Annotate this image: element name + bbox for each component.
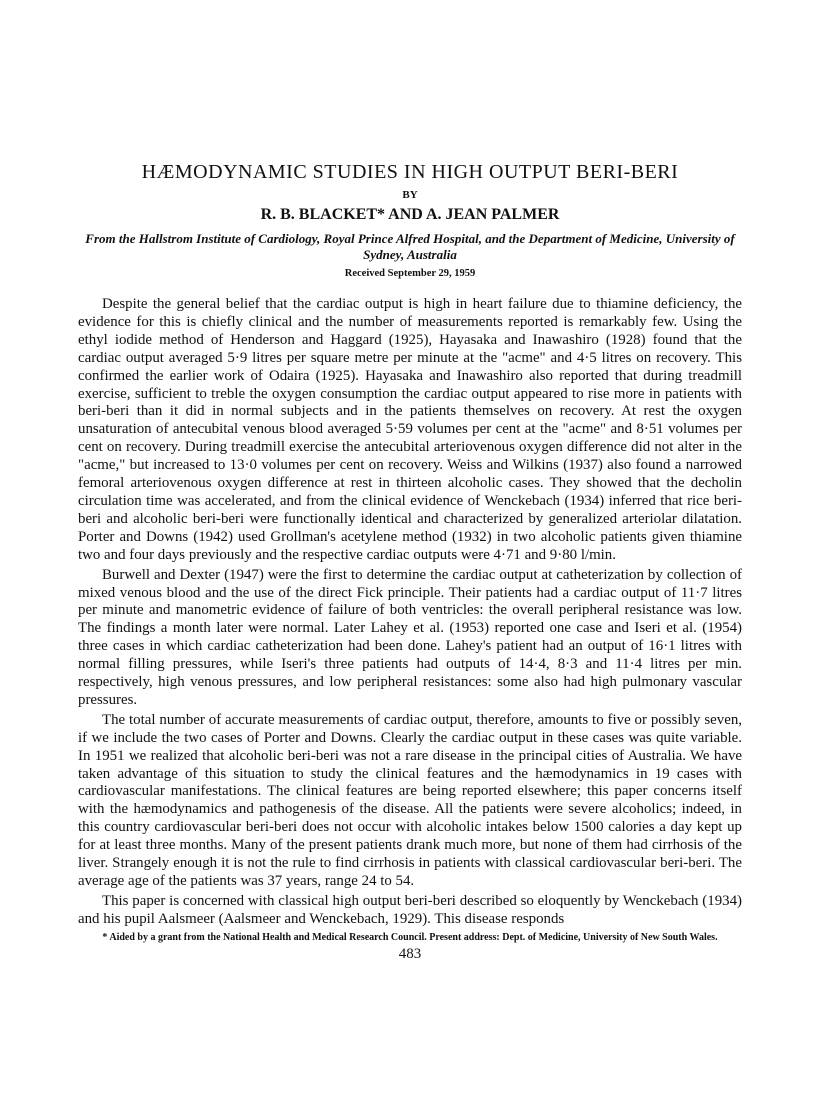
footnote: * Aided by a grant from the National Health and Medical Research Council. Present address: Dept. of Medicine, University of New South Wales. bbox=[102, 931, 718, 943]
body-paragraph: The total number of accurate measurements of cardiac output, therefore, amounts to five or possibly seven, if we include the two cases of Porter and Downs. Clearly the cardiac output in these cases was quite variable. In 1951 we realized that alcoholic beri-beri was not a rare disease in the principal cities of Australia. We have taken advantage of this situation to study the clinical features and the hæmodynamics in 19 cases with cardiovascular manifestations. The clinical features are being reported elsewhere; this paper concerns itself with the hæmodynamics and pathogenesis of the disease. All the patients were severe alcoholics; indeed, in this country cardiovascular beri-beri does not occur with alcoholic intakes below 1500 calories a day kept up for at least three months. Many of the present patients drank much more, but none of them had cirrhosis of the liver. Strangely enough it is not the rule to find cirrhosis in patients with classical cardiovascular beri-beri. The average age of the patients was 37 years, range 24 to 54. bbox=[78, 711, 742, 889]
article-page bbox=[78, 160, 742, 963]
article-body bbox=[78, 296, 742, 929]
received-date: Received September 29, 1959 bbox=[344, 268, 476, 279]
body-paragraph: This paper is concerned with classical high output beri-beri described so eloquently by Wenckebach (1934) and his pupil Aalsmeer (Aalsmeer and Wenckebach, 1929). This disease responds bbox=[78, 892, 742, 927]
by-line: BY bbox=[402, 189, 418, 201]
page-number: 483 bbox=[398, 945, 422, 962]
authors: R. B. BLACKET* AND A. JEAN PALMER bbox=[260, 206, 560, 223]
article-title: HÆMODYNAMIC STUDIES IN HIGH OUTPUT BERI-BERI bbox=[141, 161, 679, 183]
body-paragraph: Despite the general belief that the cardiac output is high in heart failure due to thiamine deficiency, the evidence for this is chiefly clinical and the number of measurements reported is remarkably few. Using the ethyl iodide method of Henderson and Haggard (1925), Hayasaka and Inawashiro (1928) found that the cardiac output averaged 5·9 litres per square metre per minute at the "acme" and 4·5 litres on recovery. This confirmed the earlier work of Odaira (1925). Hayasaka and Inawashiro also reported that during treadmill exercise, sufficient to treble the oxygen consumption the cardiac output appeared to rise more in patients with beri-beri than it did in normal subjects and in the patients themselves on recovery. At rest the oxygen unsaturation of antecubital venous blood averaged 5·59 volumes per cent at the "acme" and 8·51 volumes per cent on recovery. During treadmill exercise the antecubital arteriovenous oxygen difference did not alter in the "acme," but increased to 13·0 volumes per cent on recovery. Weiss and Wilkins (1937) also found a narrowed femoral arteriovenous oxygen difference at rest in thirteen alcoholic cases. They showed that the decholin circulation time was accelerated, and from the clinical evidence of Wenckebach (1934) inferred that rice beri-beri and alcoholic beri-beri were functionally identical and characterized by generalized arteriolar dilatation. Porter and Downs (1942) used Grollman's acetylene method (1932) in two alcoholic patients given thiamine two and four days previously and the respective cardiac outputs were 4·71 and 9·80 l/min. bbox=[78, 296, 742, 563]
affiliation: From the Hallstrom Institute of Cardiology, Royal Prince Alfred Hospital, and the Department of Medicine, University of Sydney, Australia bbox=[85, 231, 735, 262]
body-paragraph: Burwell and Dexter (1947) were the first to determine the cardiac output at catheterization by collection of mixed venous blood and the use of the direct Fick principle. Their patients had a cardiac output of 11·7 litres per minute and manometric evidence of failure of both ventricles: the overall peripheral resistance was low. The findings a month later were normal. Later Lahey et al. (1953) reported one case and Iseri et al. (1954) three cases in which cardiac catheterization had been done. Lahey's patient had an output of 16·1 litres with normal filling pressures, while Iseri's three patients had outputs of 14·4, 8·3 and 11·4 litres per min. respectively, high venous pressures, and low peripheral resistances: some also had high pulmonary vascular pressures. bbox=[78, 566, 742, 708]
